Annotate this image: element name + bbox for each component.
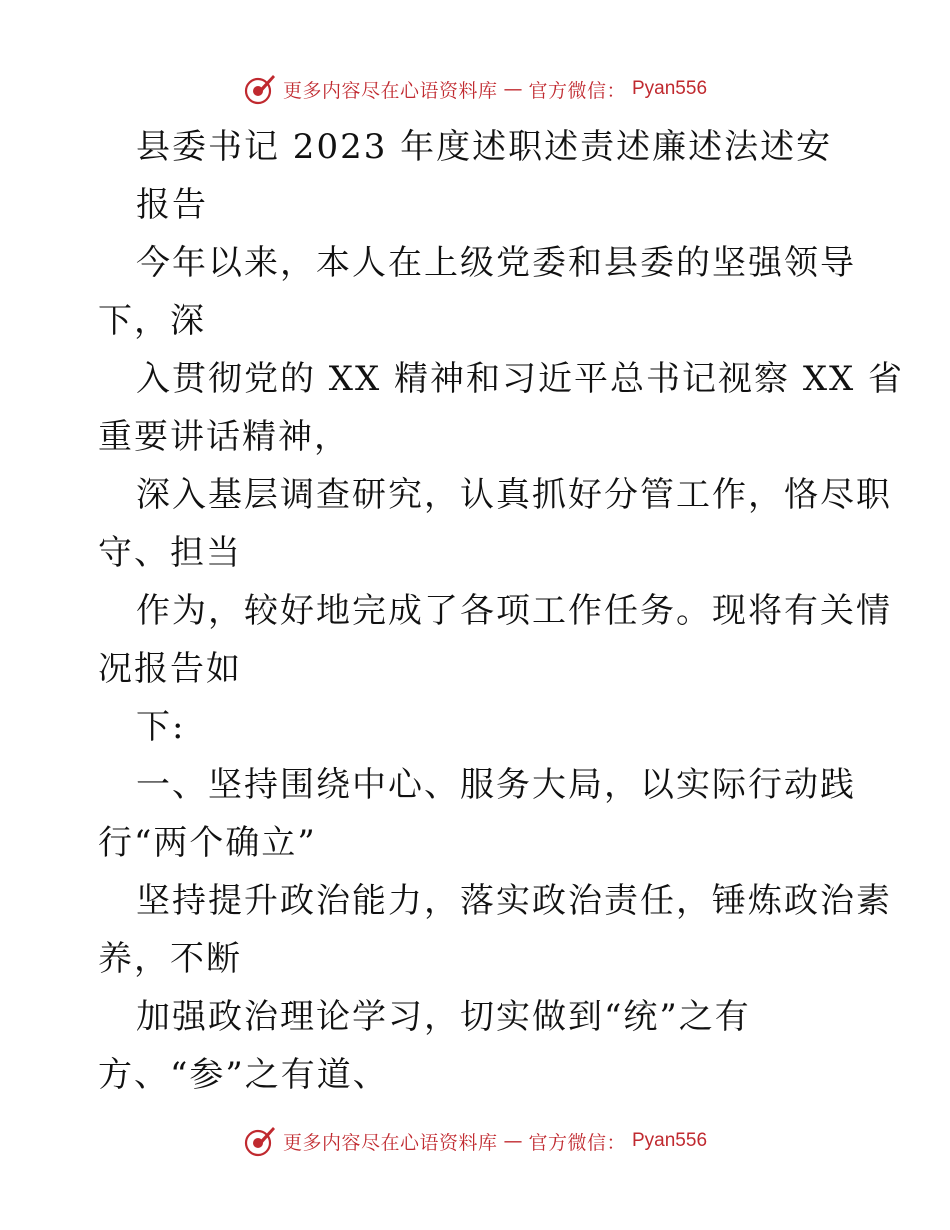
doc-paragraph-line: 坚持提升政治能力，落实政治责任，锤炼政治素	[136, 881, 892, 921]
document-body	[98, 118, 905, 1104]
footer-watermark	[0, 1124, 950, 1158]
section-heading-line: 行“两个确立”	[98, 823, 317, 863]
doc-paragraph-line: 重要讲话精神，	[98, 417, 350, 457]
doc-paragraph-line: 下，深	[98, 301, 206, 341]
doc-paragraph-line: 养，不断	[98, 939, 242, 979]
watermark-dash: —	[503, 1130, 523, 1152]
doc-paragraph-line: 入贯彻党的 XX 精神和习近平总书记视察 XX 省	[136, 359, 905, 399]
watermark-text: 更多内容尽在心语资料库	[282, 1131, 498, 1154]
doc-paragraph-line: 加强政治理论学习，切实做到“统”之有	[136, 997, 751, 1037]
doc-paragraph-line: 况报告如	[98, 649, 242, 689]
quill-circle-icon	[243, 72, 277, 106]
watermark-account: Pyan556	[632, 78, 708, 99]
section-heading-line: 一、坚持围绕中心、服务大局，以实际行动践	[136, 765, 856, 805]
watermark-account: Pyan556	[632, 1130, 708, 1151]
doc-paragraph-line: 下:	[136, 707, 186, 747]
doc-title-line-2: 报告	[136, 185, 208, 225]
doc-title-line-1: 县委书记 2023 年度述职述责述廉述法述安	[136, 127, 833, 167]
doc-paragraph-line: 今年以来，本人在上级党委和县委的坚强领导	[136, 243, 856, 283]
watermark-dash: —	[503, 78, 523, 100]
doc-paragraph-line: 作为，较好地完成了各项工作任务。现将有关情	[136, 591, 892, 631]
doc-paragraph-line: 深入基层调查研究，认真抓好分管工作，恪尽职	[136, 475, 892, 515]
doc-paragraph-line: 守、担当	[98, 533, 242, 573]
watermark-text: 更多内容尽在心语资料库	[282, 79, 498, 102]
watermark-label: 官方微信：	[528, 1131, 626, 1154]
watermark-label: 官方微信：	[528, 79, 626, 102]
doc-paragraph-line: 方、“参”之有道、	[98, 1055, 389, 1095]
quill-circle-icon	[243, 1124, 277, 1158]
header-watermark	[0, 72, 950, 106]
